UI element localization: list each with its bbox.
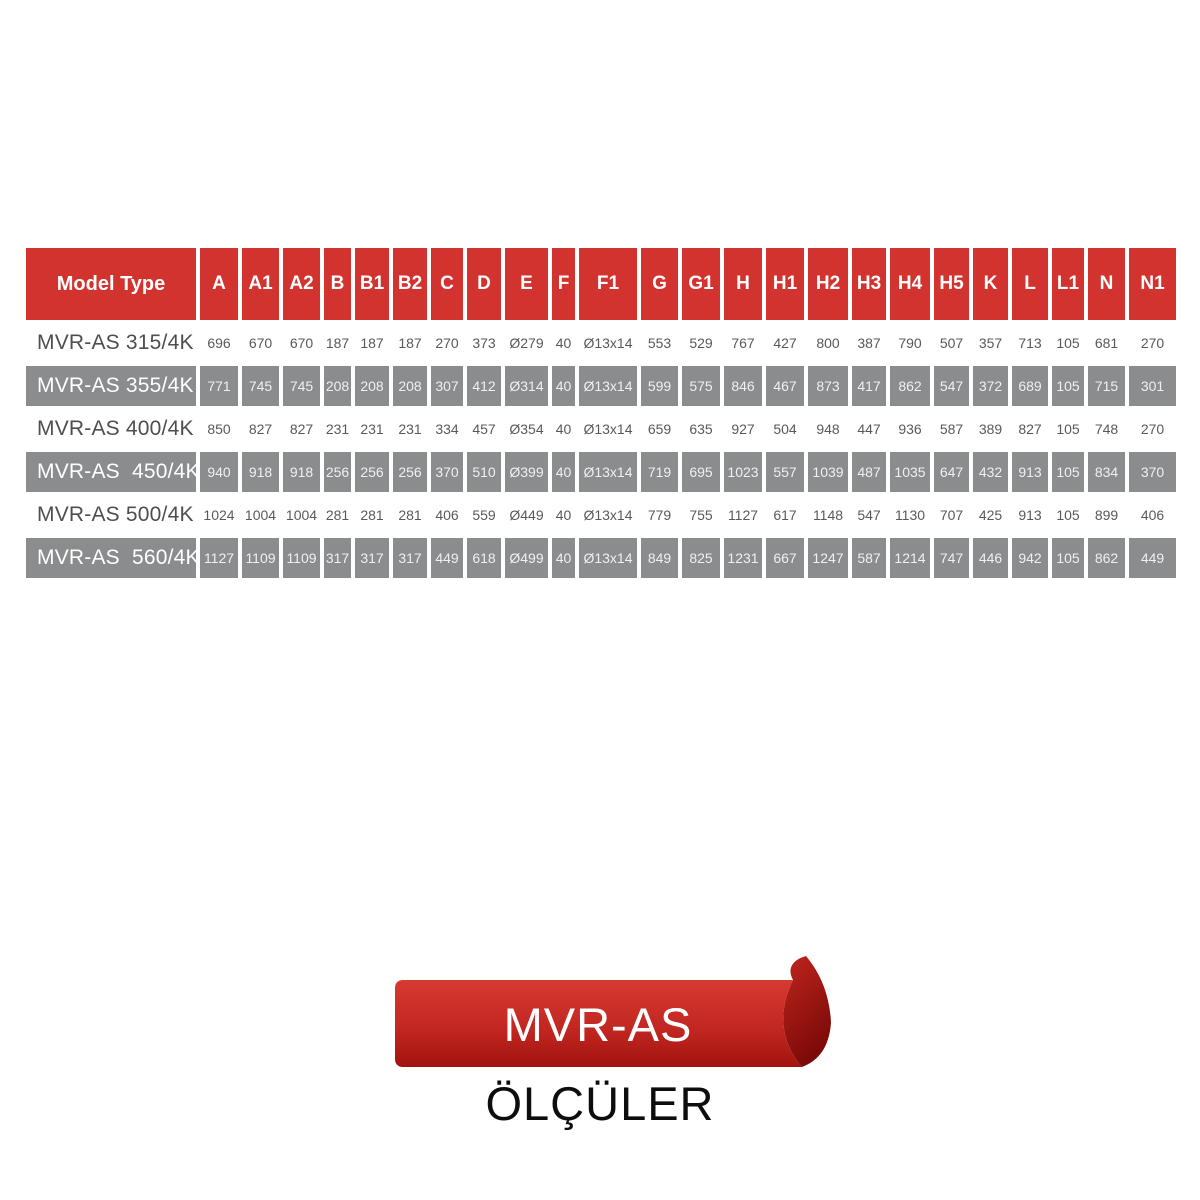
value-cell: 707	[934, 495, 969, 535]
value-cell: 1127	[200, 538, 238, 578]
value-cell: 670	[283, 323, 320, 363]
value-cell: 446	[973, 538, 1008, 578]
value-cell: 1231	[724, 538, 762, 578]
value-cell: 913	[1012, 495, 1048, 535]
value-cell: 827	[242, 409, 279, 449]
value-cell: 559	[467, 495, 501, 535]
value-cell: Ø279	[505, 323, 548, 363]
model-name-cell: MVR-AS 355/4K	[26, 366, 196, 406]
value-cell: 936	[890, 409, 930, 449]
value-cell: 553	[641, 323, 678, 363]
value-cell: 696	[200, 323, 238, 363]
value-cell: 105	[1052, 495, 1084, 535]
table-row	[26, 452, 1176, 492]
value-cell: 40	[552, 538, 575, 578]
value-cell: 715	[1088, 366, 1125, 406]
value-cell: 370	[1129, 452, 1176, 492]
value-cell: 40	[552, 495, 575, 535]
value-cell: 647	[934, 452, 969, 492]
table-row	[26, 538, 1176, 578]
value-cell: 618	[467, 538, 501, 578]
column-header: A	[200, 248, 238, 320]
value-cell: 372	[973, 366, 1008, 406]
column-header: C	[431, 248, 463, 320]
column-header: N	[1088, 248, 1125, 320]
value-cell: 695	[682, 452, 720, 492]
value-cell: 918	[283, 452, 320, 492]
value-cell: 635	[682, 409, 720, 449]
value-cell: 447	[852, 409, 886, 449]
value-cell: 547	[934, 366, 969, 406]
value-cell: Ø13x14	[579, 366, 637, 406]
value-cell: 748	[1088, 409, 1125, 449]
value-cell: 187	[324, 323, 351, 363]
value-cell: 373	[467, 323, 501, 363]
value-cell: 834	[1088, 452, 1125, 492]
value-cell: 1247	[808, 538, 848, 578]
dimensions-table-wrap	[22, 245, 1180, 581]
table-row	[26, 366, 1176, 406]
value-cell: 389	[973, 409, 1008, 449]
value-cell: 529	[682, 323, 720, 363]
value-cell: 689	[1012, 366, 1048, 406]
value-cell: 105	[1052, 452, 1084, 492]
value-cell: 231	[324, 409, 351, 449]
value-cell: 850	[200, 409, 238, 449]
value-cell: 1039	[808, 452, 848, 492]
column-header: H4	[890, 248, 930, 320]
value-cell: 948	[808, 409, 848, 449]
value-cell: Ø13x14	[579, 323, 637, 363]
value-cell: 1214	[890, 538, 930, 578]
value-cell: 800	[808, 323, 848, 363]
value-cell: 507	[934, 323, 969, 363]
column-header: G1	[682, 248, 720, 320]
value-cell: 747	[934, 538, 969, 578]
value-cell: 281	[324, 495, 351, 535]
table-header	[26, 248, 1176, 320]
value-cell: 599	[641, 366, 678, 406]
value-cell: 317	[355, 538, 389, 578]
value-cell: 387	[852, 323, 886, 363]
column-header: N1	[1129, 248, 1176, 320]
value-cell: 940	[200, 452, 238, 492]
value-cell: 827	[283, 409, 320, 449]
value-cell: 745	[242, 366, 279, 406]
value-cell: 899	[1088, 495, 1125, 535]
value-cell: 942	[1012, 538, 1048, 578]
value-cell: 681	[1088, 323, 1125, 363]
column-header: F1	[579, 248, 637, 320]
value-cell: 307	[431, 366, 463, 406]
value-cell: 1127	[724, 495, 762, 535]
value-cell: 1023	[724, 452, 762, 492]
value-cell: 918	[242, 452, 279, 492]
value-cell: 862	[1088, 538, 1125, 578]
value-cell: 659	[641, 409, 678, 449]
column-header: H3	[852, 248, 886, 320]
column-header: A2	[283, 248, 320, 320]
value-cell: 771	[200, 366, 238, 406]
value-cell: 256	[393, 452, 427, 492]
value-cell: 187	[393, 323, 427, 363]
value-cell: 270	[1129, 409, 1176, 449]
column-header: H1	[766, 248, 804, 320]
column-header: B1	[355, 248, 389, 320]
value-cell: 504	[766, 409, 804, 449]
value-cell: 370	[431, 452, 463, 492]
value-cell: 105	[1052, 366, 1084, 406]
value-cell: 417	[852, 366, 886, 406]
value-cell: 208	[355, 366, 389, 406]
value-cell: 487	[852, 452, 886, 492]
value-cell: 467	[766, 366, 804, 406]
value-cell: 1035	[890, 452, 930, 492]
table-row	[26, 323, 1176, 363]
column-header: A1	[242, 248, 279, 320]
value-cell: 846	[724, 366, 762, 406]
value-cell: 301	[1129, 366, 1176, 406]
value-cell: 1024	[200, 495, 238, 535]
model-name-cell: MVR-AS 315/4K	[26, 323, 196, 363]
value-cell: 779	[641, 495, 678, 535]
value-cell: 1130	[890, 495, 930, 535]
column-header: F	[552, 248, 575, 320]
table-row	[26, 409, 1176, 449]
value-cell: Ø449	[505, 495, 548, 535]
value-cell: 617	[766, 495, 804, 535]
value-cell: 449	[431, 538, 463, 578]
value-cell: 406	[431, 495, 463, 535]
value-cell: 105	[1052, 323, 1084, 363]
value-cell: 406	[1129, 495, 1176, 535]
column-header-model-type: Model Type	[26, 248, 196, 320]
value-cell: 670	[242, 323, 279, 363]
value-cell: Ø13x14	[579, 452, 637, 492]
value-cell: Ø13x14	[579, 409, 637, 449]
caption-olculer: ÖLÇÜLER	[485, 1077, 715, 1130]
column-header: L1	[1052, 248, 1084, 320]
column-header: H2	[808, 248, 848, 320]
value-cell: 449	[1129, 538, 1176, 578]
column-header: D	[467, 248, 501, 320]
value-cell: 334	[431, 409, 463, 449]
value-cell: 927	[724, 409, 762, 449]
value-cell: 862	[890, 366, 930, 406]
value-cell: 425	[973, 495, 1008, 535]
value-cell: 105	[1052, 409, 1084, 449]
value-cell: 719	[641, 452, 678, 492]
model-name-cell: MVR-AS 500/4K	[26, 495, 196, 535]
value-cell: Ø499	[505, 538, 548, 578]
value-cell: 40	[552, 409, 575, 449]
value-cell: 187	[355, 323, 389, 363]
value-cell: 1004	[283, 495, 320, 535]
column-header: B	[324, 248, 351, 320]
value-cell: 1004	[242, 495, 279, 535]
value-cell: 256	[355, 452, 389, 492]
value-cell: 825	[682, 538, 720, 578]
value-cell: 427	[766, 323, 804, 363]
value-cell: 208	[324, 366, 351, 406]
column-header: B2	[393, 248, 427, 320]
value-cell: 827	[1012, 409, 1048, 449]
value-cell: 790	[890, 323, 930, 363]
value-cell: 510	[467, 452, 501, 492]
value-cell: 270	[431, 323, 463, 363]
value-cell: Ø13x14	[579, 538, 637, 578]
column-header: L	[1012, 248, 1048, 320]
value-cell: 40	[552, 323, 575, 363]
value-cell: Ø13x14	[579, 495, 637, 535]
value-cell: 281	[393, 495, 427, 535]
model-name-cell: MVR-AS 400/4K	[26, 409, 196, 449]
value-cell: 105	[1052, 538, 1084, 578]
value-cell: 40	[552, 452, 575, 492]
model-name-cell: MVR-AS 450/4K	[26, 452, 196, 492]
column-header: K	[973, 248, 1008, 320]
value-cell: 913	[1012, 452, 1048, 492]
value-cell: 457	[467, 409, 501, 449]
value-cell: 231	[393, 409, 427, 449]
value-cell: 767	[724, 323, 762, 363]
value-cell: 208	[393, 366, 427, 406]
dimensions-table	[22, 245, 1180, 581]
header-row	[26, 248, 1176, 320]
value-cell: 412	[467, 366, 501, 406]
model-name-cell: MVR-AS 560/4K	[26, 538, 196, 578]
table-row	[26, 495, 1176, 535]
value-cell: 667	[766, 538, 804, 578]
value-cell: 317	[393, 538, 427, 578]
value-cell: 1148	[808, 495, 848, 535]
value-cell: Ø314	[505, 366, 548, 406]
value-cell: 317	[324, 538, 351, 578]
value-cell: 587	[852, 538, 886, 578]
value-cell: 745	[283, 366, 320, 406]
value-cell: Ø399	[505, 452, 548, 492]
value-cell: 587	[934, 409, 969, 449]
value-cell: 755	[682, 495, 720, 535]
value-cell: 557	[766, 452, 804, 492]
value-cell: Ø354	[505, 409, 548, 449]
value-cell: 547	[852, 495, 886, 535]
column-header: H	[724, 248, 762, 320]
value-cell: 575	[682, 366, 720, 406]
ribbon-label: MVR-AS	[503, 997, 693, 1051]
value-cell: 849	[641, 538, 678, 578]
value-cell: 357	[973, 323, 1008, 363]
column-header: G	[641, 248, 678, 320]
value-cell: 256	[324, 452, 351, 492]
column-header: H5	[934, 248, 969, 320]
value-cell: 873	[808, 366, 848, 406]
value-cell: 432	[973, 452, 1008, 492]
table-body	[26, 323, 1176, 578]
value-cell: 270	[1129, 323, 1176, 363]
column-header: E	[505, 248, 548, 320]
value-cell: 231	[355, 409, 389, 449]
value-cell: 713	[1012, 323, 1048, 363]
value-cell: 1109	[242, 538, 279, 578]
value-cell: 281	[355, 495, 389, 535]
value-cell: 40	[552, 366, 575, 406]
value-cell: 1109	[283, 538, 320, 578]
